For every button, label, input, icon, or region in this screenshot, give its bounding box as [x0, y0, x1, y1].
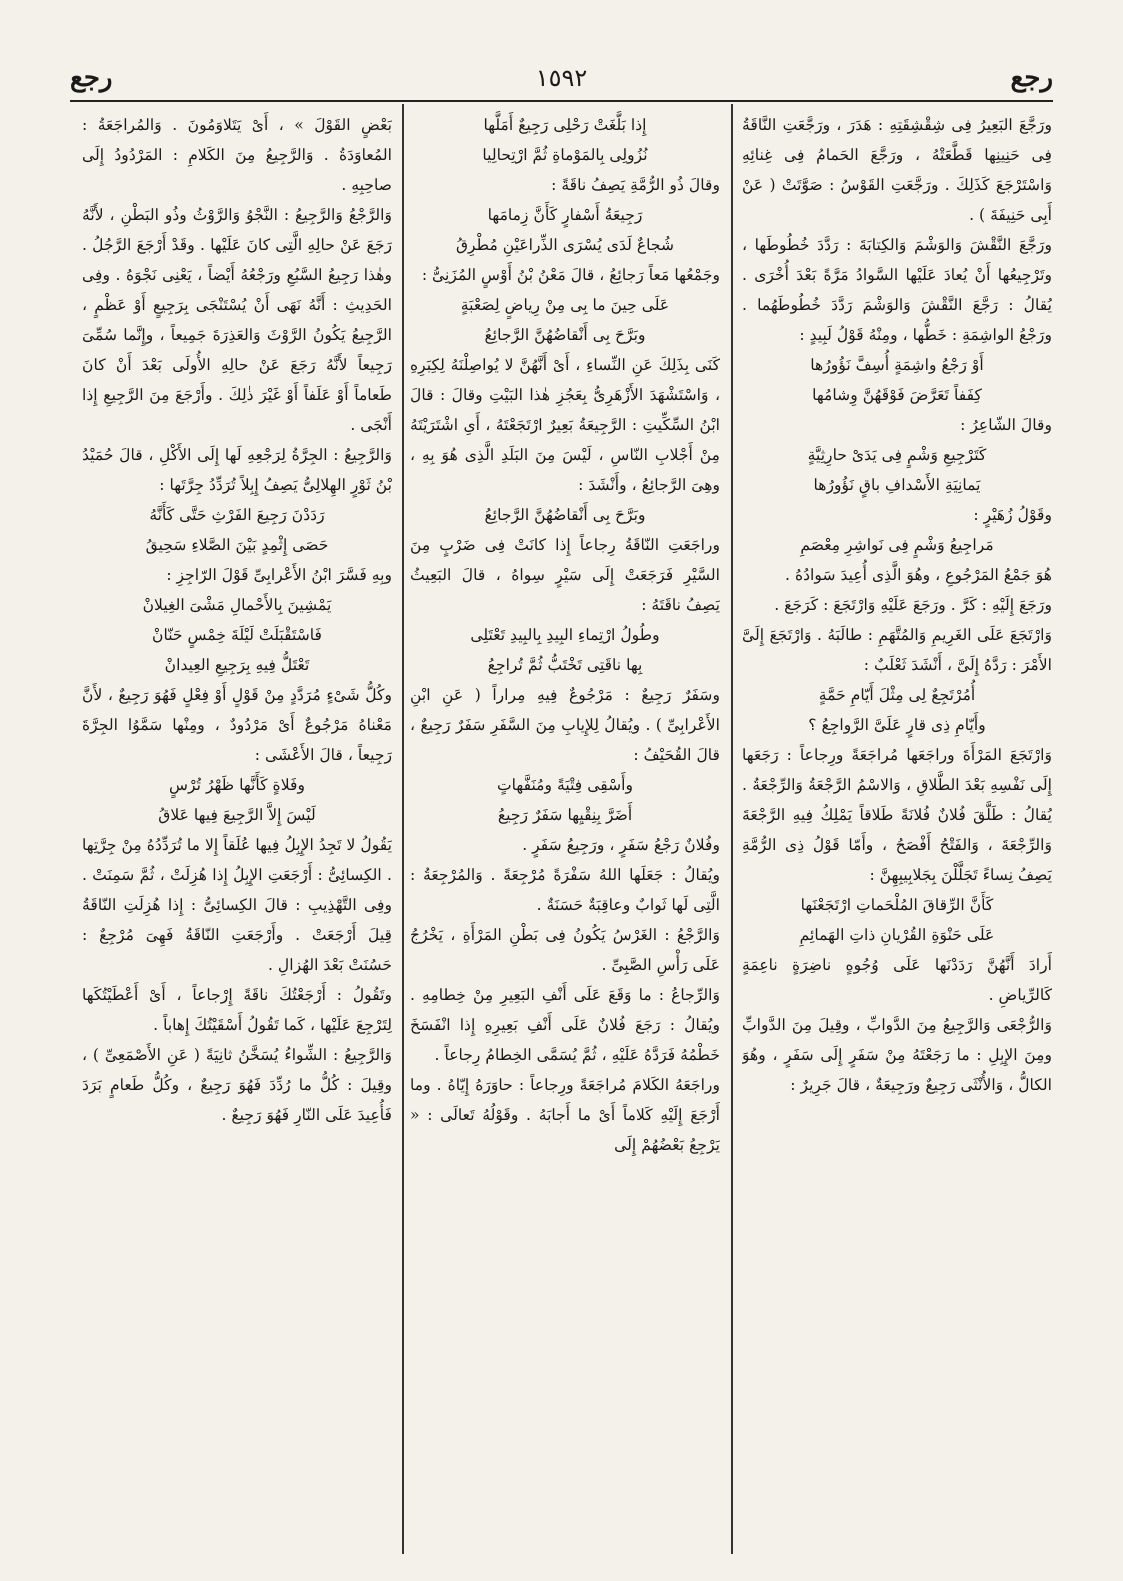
paragraph: وَالرُّجْعَى وَالرَّجِيعُ مِنَ الدَّوابِّ ، وقِيلَ مِنَ الدَّوابِّ ومِنَ الإِبِلِ : ما رَجَعْتَهُ مِنْ سَفَرٍ إِلَى سَفَرٍ ، وهُوَ الكالُّ ، وَالأُنْثَى رَجِيعٌ ورَجِيعَةٌ ، قالَ جَرِيرٌ :: [742, 1016, 1052, 1094]
verse-line: رَجِيعَةُ أَسْفارٍ كَأَنَّ زِمامَها: [487, 206, 643, 224]
paragraph: وَالرَّجِيعُ : الشِّواءُ يُسَخَّنُ ثانِيَةً ( عَنِ الأَصْمَعِىِّ ) ، وقِيلَ : كُلُّ ما رُدِّدَ فَهُوَ رَجِيعٌ ، وكُلُّ طَعامٍ بَرَدَ فَأُعِيدَ عَلَى النّارِ فَهُوَ رَجِيعٌ .: [82, 1046, 392, 1124]
paragraph: ورَجَّعَ النَّقْشَ وَالوَشْمَ وَالكِتابَةَ : رَدَّدَ خُطُوطَها ، وتَرْجِيعُها أَنْ يُعادَ عَلَيْها السَّوادُ مَرَّةً بَعْدَ أُخْرَى . يُقالُ : رَجَّعَ النَّقْشَ وَالوَشْمَ رَدَّدَ خُطُوطَهُما . ورَجْعُ الواشِمَةِ : خَطُّها ، ومِنْهُ قَوْلُ لَبِيدٍ :: [742, 236, 1052, 344]
verse-line: أَضَرَّ بِنِقْيِها سَفَرٌ رَجِيعُ: [497, 806, 633, 824]
paragraph: وفُلانٌ رَجْعُ سَفَرٍ ، ورَجِيعُ سَفَرٍ .: [522, 836, 720, 854]
verse-line: يَمْشِينَ بِالأَحْمالِ مَشْىَ الغِيلانْ: [142, 596, 332, 614]
paragraph: أَرادَ أَنَّهُنَّ رَدَدْنَها عَلَى وُجُوهٍ ناضِرَةٍ ناعِمَةٍ كَالرِّياضِ .: [742, 956, 1052, 1004]
paragraph: وقالَ ذُو الرُّمَّةِ يَصِفُ ناقَةً :: [551, 176, 720, 194]
verse-line: بِها ناقَتِى تَخْتَبُّ ثُمَّ تُراجِعُ: [487, 656, 643, 674]
verse-line: أَوْ رَجْعُ واشِمَةٍ أُسِفَّ نَؤُورُها: [810, 356, 984, 374]
verse-line: وبَرَّحَ بِى أَنْقاضُهُنَّ الرَّجائِعُ: [484, 326, 646, 344]
verse-line: يَمانِيَةِ الأَسْدافِ باقٍ نَؤُورُها: [813, 476, 981, 494]
paragraph: وَالرَّجْعُ وَالرَّجِيعُ : النَّجْوُ وَالرَّوْثُ وذُو البَطْنِ ، لأَنَّهُ رَجَعَ عَنْ حالِهِ الَّتِى كانَ عَلَيْها . وقَدْ أَرْجَعَ الرَّجُلُ . وهٰذا رَجِيعُ السَّبُعِ ورَجْعُهُ أَيْضاً ، يَعْنِى نَجْوَهُ . وفِى الحَدِيثِ : أَنَّهُ نَهَى أَنْ يُسْتَنْجَى بِرَجِيعٍ أَوْ عَظْمٍ ، الرَّجِيعُ يَكُونُ الرَّوْثَ وَالعَذِرَةَ جَمِيعاً ، وإِنَّما سُمِّىَ رَجِيعاً لأَنَّهُ رَجَعَ عَنْ حالِهِ الأُولَى بَعْدَ أَنْ كانَ طَعاماً أَوْ عَلَفاً أَوْ غَيْرَ ذٰلِكَ . وأَرْجَعَ مِنَ الرَّجِيعِ إِذا أَنْجَى .: [82, 206, 392, 434]
paragraph: وكُلُّ شَىْءٍ مُرَدَّدٍ مِنْ قَوْلٍ أَوْ فِعْلٍ فَهُوَ رَجِيعٌ ، لأَنَّ مَعْناهُ مَرْجُوعٌ أَىْ مَرْدُودٌ ، ومِنْها سَمَّوُا الجِرَّةَ رَجِيعاً ، قالَ الأَعْشَى :: [82, 686, 392, 764]
verse-line: فَاسْتَقْبَلَتْ لَيْلَةَ خِمْسٍ حَنّانْ: [152, 626, 322, 644]
verse-line: لَيْسَ إِلاَّ الرَّجِيعَ فِيها عَلاقُ: [158, 806, 316, 824]
paragraph: وَالرَّجِيعُ : الجِرَّةُ لِرَجْعِهِ لَها إِلَى الأَكْلِ ، قالَ حُمَيْدُ بْنُ ثَوْرٍ الهِلالِىُّ يَصِفُ إِبِلاً تُرَدِّدُ جِرَّتَها :: [82, 446, 392, 494]
paragraph: ورَجَعَ إِلَيْهِ : كَرَّ . ورَجَعَ عَلَيْهِ وَارْتَجَعَ : كَرَجَعَ .: [774, 596, 1052, 614]
verse-line: وطُولُ ارْتِماءِ البِيدِ بِالبِيدِ تَعْتَلِى: [470, 626, 660, 644]
column-divider-left: [402, 104, 404, 1554]
verse-line: وبَرَّحَ بِى أَنْقاضُهُنَّ الرَّجائِعُ: [484, 506, 646, 524]
paragraph: كَنَى بِذَلِكَ عَنِ النِّساءِ ، أَىْ أَنَّهُنَّ لا يُواصِلْنَهُ لِكِبَرِهِ ، وَاسْتَشْهَدَ الأَزْهَرِىُّ بِعَجُزِ هٰذا البَيْتِ وقالَ : قالَ ابْنُ السِّكِّيتِ : الرَّجِيعَةُ بَعِيرٌ ارْتَجَعْتَهُ ، أَىِ اشْتَرَيْتَهُ مِنْ أَجْلابِ النّاسِ ، لَيْسَ مِنَ البَلَدِ الَّذِى هُوَ بِهِ ، وهِىَ الرَّجائِعُ ، وأَنْشَدَ :: [410, 356, 720, 494]
paragraph: وقَوْلُ زُهَيْرٍ :: [973, 506, 1052, 524]
paragraph: ورَجَّعَ البَعِيرُ فِى شِقْشِقَتِهِ : هَدَرَ ، ورَجَّعَتِ النَّاقَةُ فِى حَنِينِها قَطَّعَتْهُ ، ورَجَّعَ الحَمامُ فِى غِنائِهِ وَاسْتَرْجَعَ كَذَلِكَ . ورَجَّعَتِ القَوْسُ : صَوَّتَتْ ( عَنْ أَبِى حَنِيفَةَ ) .: [742, 116, 1052, 224]
column-divider-right: [731, 104, 733, 1554]
verse-line: شُجاعٌ لَدَى يُسْرَى الذِّراعَيْنِ مُطْرِقُ: [455, 236, 675, 254]
verse-line: تَعْتَلُّ فِيهِ بِرَجِيعِ العِيدانْ: [164, 656, 310, 674]
right-headword: رجع: [1010, 63, 1053, 93]
paragraph: وَارْتَجَعَ المَرْأَةَ وراجَعَها مُراجَعَةً ورِجاعاً : رَجَعَها إِلَى نَفْسِهِ بَعْدَ الطَّلاقِ ، وَالاسْمُ الرَّجْعَةُ وَالرِّجْعَةُ . يُقالُ : طَلَّقَ فُلانٌ فُلانَةً طَلاقاً يَمْلِكُ فِيهِ الرَّجْعَةَ وَالرِّجْعَةَ ، وَالفَتْحُ أَفْصَحُ ، وأَمّا قَوْلُ ذِى الرُّمَّةِ يَصِفُ نِساءً تَجَلَّلْنَ بِجَلابِيبِهِنَّ :: [742, 746, 1052, 884]
verse-line: وفَلاةٍ كَأَنَّها ظَهْرُ تُرْسٍ: [169, 776, 305, 794]
paragraph: يَقُولُ لا تَجِدُ الإِبِلُ فِيها عُلَقاً إِلا ما تُرَدِّدُهُ مِنْ جِرَّتِها . الكِسائِىُّ : أَرْجَعَتِ الإِبِلُ إِذا هُزِلَتْ ، ثُمَّ سَمِنَتْ . وفِى التَّهْذِيبِ : قالَ الكِسائِىُّ : إِذا هُزِلَتِ النّاقَةُ قِيلَ أَرْجَعَتْ . وأَرْجَعَتِ النّاقَةُ فَهِىَ مُرْجِعٌ : حَسُنَتْ بَعْدَ الهُزالِ .: [82, 836, 392, 974]
paragraph: وبِهِ فَسَّرَ ابْنُ الأَعْرابِىِّ قَوْلَ الرّاجِزِ :: [166, 566, 392, 584]
paragraph: ويُقالُ : جَعَلَها اللهُ سَفْرَةً مُرْجِعَةً . وَالمُرْجِعَةُ : الَّتِى لَها ثَوابٌ وعاقِبَةٌ حَسَنَةٌ .: [410, 866, 720, 914]
paragraph: وَالرَّجْعُ : الغَرْسُ يَكُونُ فِى بَطْنِ المَرْأَةِ ، يَخْرُجُ عَلَى رَأْسِ الصَّبِىِّ .: [410, 926, 720, 974]
verse-line: كَتَرْجِيعِ وَشْمٍ فِى يَدَىْ حارِثِيَّةٍ: [807, 446, 987, 464]
page-number: ١٥٩٢: [535, 64, 588, 92]
column-middle: [410, 110, 720, 1550]
paragraph: وجَمْعُها مَعاً رَجائِعُ ، قالَ مَعْنُ بْنُ أَوْسٍ المُزَنِىُّ :: [421, 266, 720, 284]
verse-line: أُمُرْتَجِعٌ لِى مِثْلَ أَيّامِ حَمَّةٍ: [818, 686, 976, 704]
paragraph: بَعْضٍ القَوْلَ » ، أَىْ يَتَلاوَمُونَ . وَالمُراجَعَةُ : المُعاوَدَةُ . وَالرَّجِيعُ مِنَ الكَلامِ : المَرْدُودُ إِلَى صاحِبِهِ .: [82, 116, 392, 194]
paragraph: وراجَعَهُ الكَلامَ مُراجَعَةً ورِجاعاً : حاوَرَهُ إِيّاهُ . وما أَرْجَعَ إِلَيْهِ كَلاماً أَىْ ما أَجابَهُ . وقَوْلُهُ تَعالَى : « يَرْجِعُ بَعْضُهُمْ إِلَى: [410, 1076, 720, 1154]
column-left: [82, 110, 392, 1550]
paragraph: وتَقُولُ : أَرْجَعْتُكَ ناقَةً إِرْجاعاً ، أَىْ أَعْطَيْتُكَها لِتَرْجِعَ عَلَيْها ، كَما تَقُولُ أَسْقَيْتُكَ إِهاباً .: [82, 986, 392, 1034]
verse-line: وأَسْقِى فِتْيَةً ومُنَفَّهاتٍ: [496, 776, 634, 794]
column-right: [742, 110, 1052, 1550]
verse-line: مَراجِيعُ وَشْمٍ فِى نَواشِرِ مِعْصَمِ: [800, 536, 994, 554]
header-rule: [70, 100, 1053, 102]
verse-line: عَلَى حِينَ ما بِى مِنْ رِياضٍ لِصَعْبَةٍ: [460, 296, 670, 314]
verse-line: نُزُولِى بِالمَوْماةِ ثُمَّ ارْتِحالِيا: [482, 146, 648, 164]
paragraph: وراجَعَتِ النّاقَةُ رِجاعاً إِذا كانَتْ فِى ضَرْبٍ مِنَ السَّيْرِ فَرَجَعَتْ إِلَى سَيْرٍ سِواهُ ، قالَ البَعِيثُ يَصِفُ ناقَتَهُ :: [410, 536, 720, 614]
page-header: [70, 58, 1053, 98]
verse-line: رَدَدْنَ رَجِيعَ الفَرْثِ حَتَّى كَأَنَّهُ: [149, 506, 325, 524]
paragraph: وَارْتَجَعَ عَلَى الغَرِيمِ وَالمُتَّهَمِ : طالَبَهُ . وَارْتَجَعَ إِلَىَّ الأَمْرَ : رَدَّهُ إِلَىَّ ، أَنْشَدَ ثَعْلَبٌ :: [742, 626, 1052, 674]
verse-line: وأَيّامِ ذِى قارٍ عَلَىَّ الرَّواجِعُ ؟: [808, 716, 986, 734]
paragraph: وسَفَرٌ رَجِيعٌ : مَرْجُوعٌ فِيهِ مِراراً ( عَنِ ابْنِ الأَعْرابِىِّ ) . ويُقالُ لِلإِيابِ مِنَ السَّفَرِ سَفَرٌ رَجِيعٌ ، قالَ القُحَيْفُ :: [410, 686, 720, 764]
paragraph: وَالرِّجاعُ : ما وَقَعَ عَلَى أَنْفِ البَعِيرِ مِنْ خِطامِهِ . ويُقالُ : رَجَعَ فُلانٌ عَلَى أَنْفِ بَعِيرِهِ إِذا انْفَسَخَ خَطْمُهُ فَرَدَّهُ عَلَيْهِ ، ثُمَّ يُسَمَّى الخِطامُ رِجاعاً .: [410, 986, 720, 1064]
paragraph: وقالَ الشّاعِرُ :: [960, 416, 1052, 434]
verse-line: كَأَنَّ الرِّقاقَ المُلْحَماتِ ارْتَجَعْنَها: [800, 896, 994, 914]
verse-line: كِفَفاً تَعَرَّضَ فَوْقَهُنَّ وِشامُها: [812, 386, 982, 404]
paragraph: هُوَ جَمْعُ المَرْجُوعِ ، وهُوَ الَّذِى أُعِيدَ سَوادُهُ .: [785, 566, 1052, 584]
verse-line: إِذا بَلَّغَتْ رَحْلِى رَجِيعٌ أَمَلَّها: [483, 116, 647, 134]
left-headword: رجع: [70, 63, 113, 93]
verse-line: عَلَى حَنْوَةِ القُرْيانِ ذاتِ الهَمائِمِ: [799, 926, 995, 944]
verse-line: حَصَى إِثْمِدٍ بَيْنَ الصَّلاءِ سَحِيقُ: [145, 536, 329, 554]
